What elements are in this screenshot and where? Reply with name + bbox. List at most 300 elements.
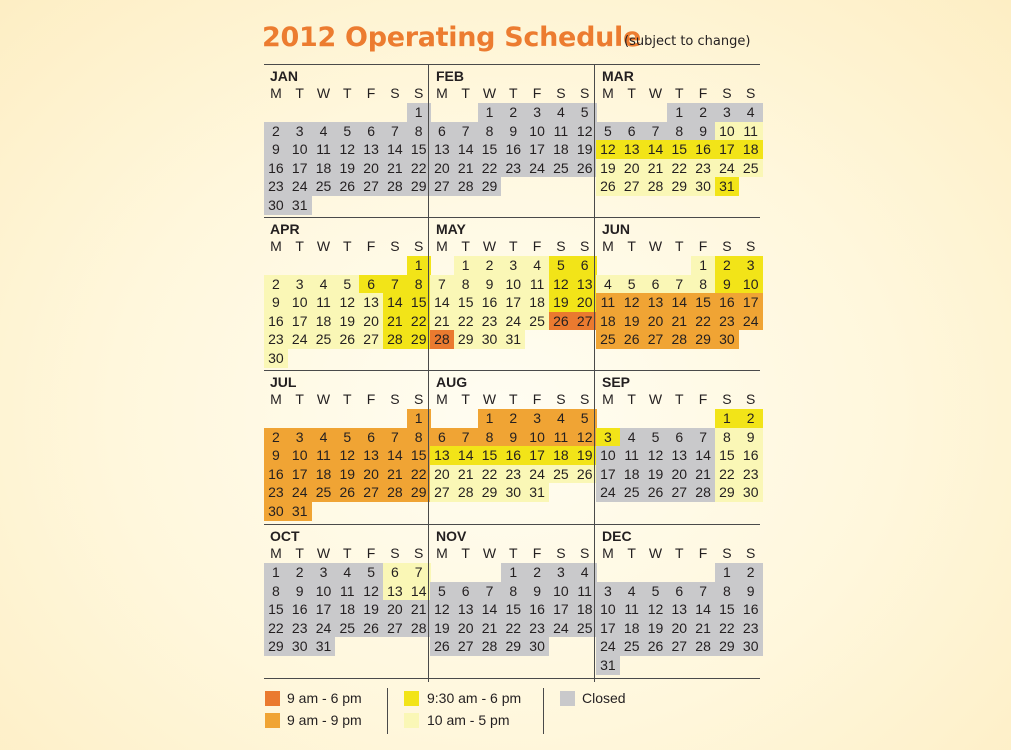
day-cell: 14 [691,600,715,619]
day-cell: 27 [430,177,454,196]
month-column-divider [428,64,429,682]
day-cell: 27 [359,177,383,196]
month-name: JAN [270,68,299,84]
weekday-label: W [482,238,497,254]
day-cell: 2 [264,122,288,141]
day-cell: 19 [573,446,597,465]
weekday-label: T [509,545,518,561]
weekday-label: W [316,238,331,254]
day-cell: 1 [478,103,502,122]
weekday-label: S [556,545,566,561]
day-cell: 23 [264,177,288,196]
month-row-divider [264,370,760,371]
day-cell: 17 [501,293,525,312]
day-cell: 23 [739,619,763,638]
day-cell: 2 [264,275,288,294]
day-cell: 12 [644,446,668,465]
day-cell: 11 [620,600,644,619]
day-cell: 14 [667,293,691,312]
day-cell: 30 [691,177,715,196]
day-cell: 5 [644,428,668,447]
day-cell: 4 [312,122,336,141]
day-cell: 23 [264,330,288,349]
day-cell: 17 [288,465,312,484]
month-aug [430,373,596,523]
day-cell: 4 [312,275,336,294]
day-cell: 18 [596,312,620,331]
day-cell: 2 [691,103,715,122]
day-cell: 19 [335,159,359,178]
day-cell: 19 [549,293,573,312]
month-sep [596,373,762,523]
day-cell: 30 [288,637,312,656]
month-oct [264,527,430,677]
day-cell: 15 [715,600,739,619]
day-cell: 16 [501,446,525,465]
day-cell: 14 [454,140,478,159]
day-cell: 31 [715,177,739,196]
day-cell: 1 [454,256,478,275]
day-cell: 1 [501,563,525,582]
weekday-label: M [602,238,614,254]
day-cell: 23 [739,465,763,484]
day-cell: 20 [454,619,478,638]
day-cell: 29 [454,330,478,349]
day-cell: 21 [478,619,502,638]
weekday-label: S [390,85,400,101]
day-cell: 27 [644,330,668,349]
day-cell: 20 [667,465,691,484]
day-cell: 13 [667,600,691,619]
day-cell: 2 [525,563,549,582]
day-cell: 12 [596,140,620,159]
legend-swatch-9to6 [265,691,280,706]
day-cell: 16 [264,312,288,331]
day-cell: 7 [383,428,407,447]
day-cell: 21 [691,619,715,638]
day-cell: 27 [667,637,691,656]
day-cell: 14 [383,446,407,465]
month-name: APR [270,221,300,237]
month-name: DEC [602,528,632,544]
day-cell: 30 [715,330,739,349]
weekday-label: S [746,85,756,101]
day-cell: 2 [739,409,763,428]
weekday-label: T [461,391,470,407]
day-cell: 10 [596,446,620,465]
month-apr [264,220,430,370]
day-cell: 10 [288,140,312,159]
day-cell: 24 [288,330,312,349]
weekday-label: F [698,391,708,407]
day-cell: 15 [501,600,525,619]
day-cell: 8 [407,428,431,447]
weekday-label: M [436,238,448,254]
weekday-label: S [746,545,756,561]
month-name: SEP [602,374,631,390]
day-cell: 27 [359,330,383,349]
day-cell: 26 [644,483,668,502]
weekday-label: T [343,238,352,254]
day-cell: 11 [312,446,336,465]
day-cell: 28 [407,619,431,638]
day-cell: 21 [644,159,668,178]
day-cell: 30 [739,637,763,656]
day-cell: 30 [264,349,288,368]
month-name: NOV [436,528,467,544]
day-cell: 21 [667,312,691,331]
day-cell: 24 [501,312,525,331]
day-cell: 25 [525,312,549,331]
day-cell: 14 [383,293,407,312]
day-cell: 31 [596,656,620,675]
day-cell: 9 [264,446,288,465]
day-cell: 3 [288,122,312,141]
day-cell: 22 [478,159,502,178]
day-cell: 20 [573,293,597,312]
day-cell: 29 [691,330,715,349]
day-cell: 21 [383,312,407,331]
day-cell: 28 [691,483,715,502]
day-cell: 26 [359,619,383,638]
day-cell: 18 [620,465,644,484]
day-cell: 16 [478,293,502,312]
day-cell: 25 [312,330,336,349]
day-cell: 12 [335,446,359,465]
day-cell: 21 [430,312,454,331]
day-cell: 18 [525,293,549,312]
day-cell: 21 [454,159,478,178]
day-cell: 24 [715,159,739,178]
day-cell: 8 [264,582,288,601]
weekday-label: F [698,85,708,101]
day-cell: 15 [691,293,715,312]
day-cell: 5 [359,563,383,582]
day-cell: 20 [359,312,383,331]
day-cell: 12 [335,140,359,159]
weekday-label: T [675,391,684,407]
weekday-label: T [461,238,470,254]
weekday-label: M [436,85,448,101]
weekday-label: F [532,391,542,407]
day-cell: 17 [549,600,573,619]
weekday-label: W [316,85,331,101]
weekday-label: M [436,391,448,407]
day-cell: 8 [407,122,431,141]
day-cell: 5 [335,428,359,447]
day-cell: 5 [335,122,359,141]
day-cell: 14 [407,582,431,601]
day-cell: 13 [359,293,383,312]
month-row-divider [264,217,760,218]
day-cell: 18 [312,312,336,331]
month-column-divider [594,64,595,682]
day-cell: 8 [667,122,691,141]
day-cell: 7 [691,428,715,447]
weekday-label: M [602,545,614,561]
day-cell: 31 [288,502,312,521]
day-cell: 20 [620,159,644,178]
day-cell: 17 [525,446,549,465]
day-cell: 4 [620,428,644,447]
day-cell: 20 [644,312,668,331]
day-cell: 2 [478,256,502,275]
day-cell: 4 [739,103,763,122]
day-cell: 6 [383,563,407,582]
weekday-label: M [270,238,282,254]
day-cell: 5 [335,275,359,294]
day-cell: 14 [644,140,668,159]
weekday-label: S [414,238,424,254]
day-cell: 8 [501,582,525,601]
day-cell: 2 [501,409,525,428]
day-cell: 2 [264,428,288,447]
month-name: AUG [436,374,468,390]
day-cell: 1 [264,563,288,582]
day-cell: 22 [407,465,431,484]
weekday-label: F [366,545,376,561]
day-cell: 13 [620,140,644,159]
day-cell: 13 [454,600,478,619]
day-cell: 7 [667,275,691,294]
day-cell: 10 [525,428,549,447]
weekday-label: S [580,85,590,101]
weekday-label: S [722,238,732,254]
day-cell: 22 [478,465,502,484]
day-cell: 21 [691,465,715,484]
weekday-label: S [414,391,424,407]
weekday-label: S [722,545,732,561]
day-cell: 5 [430,582,454,601]
day-cell: 7 [430,275,454,294]
day-cell: 16 [715,293,739,312]
weekday-label: S [556,238,566,254]
day-cell: 23 [715,312,739,331]
legend-swatch-9to9 [265,713,280,728]
day-cell: 20 [430,465,454,484]
day-cell: 6 [359,428,383,447]
day-cell: 17 [739,293,763,312]
day-cell: 1 [691,256,715,275]
day-cell: 4 [573,563,597,582]
weekday-label: W [482,545,497,561]
day-cell: 19 [335,312,359,331]
day-cell: 28 [644,177,668,196]
weekday-label: W [648,238,663,254]
day-cell: 24 [525,159,549,178]
day-cell: 11 [549,428,573,447]
day-cell: 30 [525,637,549,656]
month-name: JUN [602,221,631,237]
day-cell: 15 [478,140,502,159]
day-cell: 13 [573,275,597,294]
weekday-label: W [482,85,497,101]
day-cell: 30 [501,483,525,502]
day-cell: 8 [478,428,502,447]
day-cell: 16 [739,446,763,465]
day-cell: 17 [525,140,549,159]
day-cell: 4 [549,409,573,428]
day-cell: 19 [335,465,359,484]
day-cell: 24 [288,483,312,502]
day-cell: 9 [478,275,502,294]
day-cell: 17 [596,619,620,638]
day-cell: 26 [549,312,573,331]
day-cell: 15 [667,140,691,159]
day-cell: 28 [478,637,502,656]
day-cell: 17 [715,140,739,159]
weekday-label: W [482,391,497,407]
weekday-label: W [316,545,331,561]
day-cell: 30 [264,502,288,521]
page-title: 2012 Operating Schedule [262,22,641,53]
day-cell: 20 [383,600,407,619]
day-cell: 6 [359,122,383,141]
day-cell: 29 [407,177,431,196]
day-cell: 1 [407,409,431,428]
day-cell: 22 [407,159,431,178]
day-cell: 6 [620,122,644,141]
day-cell: 15 [715,446,739,465]
day-cell: 25 [549,159,573,178]
day-cell: 18 [549,446,573,465]
day-cell: 1 [478,409,502,428]
day-cell: 5 [596,122,620,141]
day-cell: 3 [525,409,549,428]
day-cell: 15 [264,600,288,619]
day-cell: 25 [549,465,573,484]
day-cell: 26 [620,330,644,349]
day-cell: 12 [430,600,454,619]
day-cell: 22 [667,159,691,178]
weekday-label: T [627,238,636,254]
day-cell: 3 [596,428,620,447]
weekday-label: W [648,545,663,561]
day-cell: 18 [312,159,336,178]
day-cell: 9 [288,582,312,601]
day-cell: 27 [573,312,597,331]
day-cell: 10 [288,446,312,465]
day-cell: 31 [501,330,525,349]
day-cell: 26 [644,637,668,656]
day-cell: 2 [739,563,763,582]
day-cell: 24 [288,177,312,196]
day-cell: 4 [596,275,620,294]
weekday-label: T [461,545,470,561]
day-cell: 26 [335,177,359,196]
day-cell: 11 [335,582,359,601]
day-cell: 10 [596,600,620,619]
day-cell: 8 [691,275,715,294]
day-cell: 11 [620,446,644,465]
day-cell: 13 [359,446,383,465]
day-cell: 20 [359,465,383,484]
day-cell: 16 [288,600,312,619]
month-row-divider [264,524,760,525]
weekday-label: F [366,238,376,254]
day-cell: 15 [407,446,431,465]
month-name: FEB [436,68,464,84]
day-cell: 6 [573,256,597,275]
day-cell: 22 [691,312,715,331]
month-nov [430,527,596,677]
page-subtitle: (subject to change) [624,34,751,49]
day-cell: 16 [525,600,549,619]
month-feb [430,67,596,217]
day-cell: 26 [573,159,597,178]
day-cell: 3 [312,563,336,582]
weekday-label: F [698,238,708,254]
day-cell: 11 [596,293,620,312]
day-cell: 25 [335,619,359,638]
day-cell: 18 [620,619,644,638]
day-cell: 17 [596,465,620,484]
day-cell: 16 [501,140,525,159]
day-cell: 23 [288,619,312,638]
weekday-label: T [627,545,636,561]
day-cell: 16 [739,600,763,619]
weekday-label: T [675,238,684,254]
day-cell: 12 [573,428,597,447]
day-cell: 13 [383,582,407,601]
day-cell: 20 [359,159,383,178]
legend-swatch-closed [560,691,575,706]
day-cell: 15 [407,140,431,159]
day-cell: 7 [383,122,407,141]
day-cell: 26 [335,330,359,349]
day-cell: 21 [383,159,407,178]
day-cell: 12 [573,122,597,141]
day-cell: 25 [620,483,644,502]
day-cell: 16 [691,140,715,159]
day-cell: 24 [739,312,763,331]
day-cell: 5 [573,103,597,122]
day-cell: 29 [667,177,691,196]
day-cell: 28 [383,483,407,502]
day-cell: 4 [525,256,549,275]
day-cell: 7 [383,275,407,294]
day-cell: 23 [264,483,288,502]
day-cell: 6 [359,275,383,294]
day-cell: 30 [739,483,763,502]
day-cell: 18 [335,600,359,619]
day-cell: 22 [715,619,739,638]
weekday-label: S [414,545,424,561]
day-cell: 1 [715,563,739,582]
weekday-label: M [270,545,282,561]
day-cell: 10 [549,582,573,601]
weekday-label: S [556,391,566,407]
day-cell: 20 [430,159,454,178]
day-cell: 24 [549,619,573,638]
day-cell: 29 [715,637,739,656]
day-cell: 28 [383,330,407,349]
weekday-label: T [295,85,304,101]
day-cell: 11 [312,293,336,312]
weekday-label: S [580,238,590,254]
day-cell: 22 [407,312,431,331]
weekday-label: T [675,85,684,101]
weekday-label: S [722,391,732,407]
day-cell: 7 [454,428,478,447]
day-cell: 27 [383,619,407,638]
day-cell: 7 [691,582,715,601]
day-cell: 13 [359,140,383,159]
day-cell: 13 [667,446,691,465]
day-cell: 9 [715,275,739,294]
day-cell: 18 [549,140,573,159]
day-cell: 27 [620,177,644,196]
